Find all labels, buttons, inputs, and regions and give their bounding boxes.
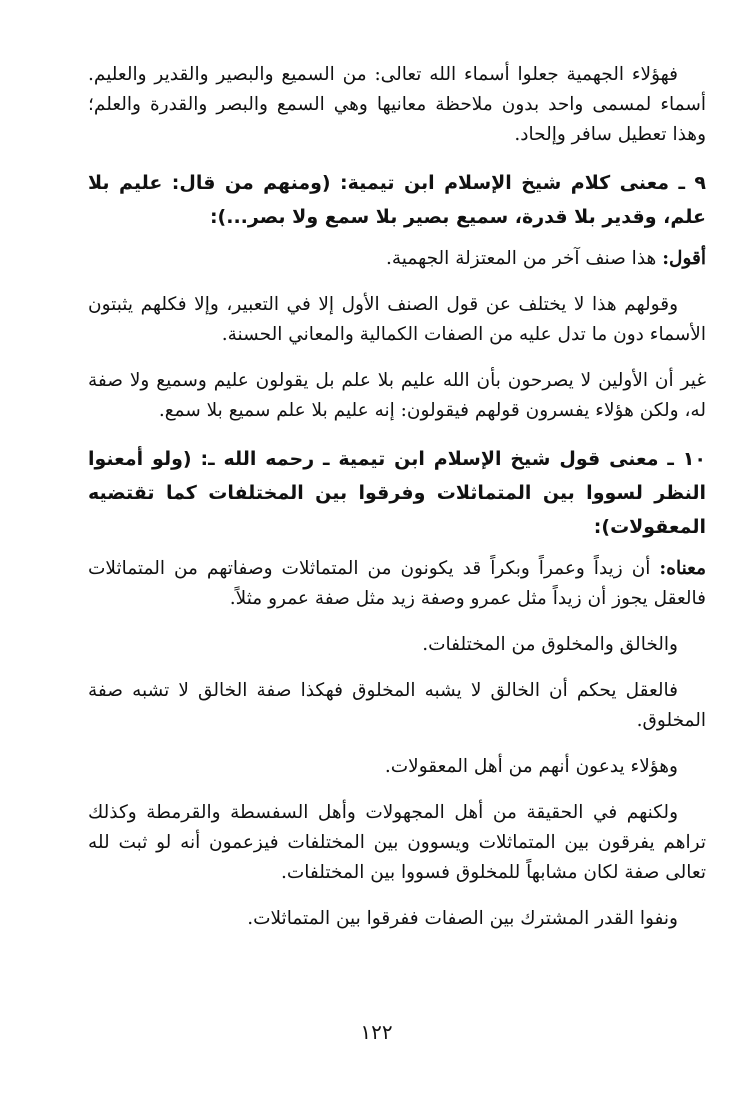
section-heading-10: ١٠ ـ معنى قول شيخ الإسلام ابن تيمية ـ رحمه الله ـ: (ولو أمعنوا النظر لسووا بين المتماثلات وفرقوا بين المختلفات كما تقتضيه المعقولات): [88, 448, 706, 538]
paragraph-maanahu [88, 554, 706, 614]
page-body [88, 60, 706, 950]
paragraph-label: أقول: [662, 248, 706, 269]
paragraph-common-measure: ونفوا القدر المشترك بين الصفات ففرقوا بين المتماثلات. [247, 908, 678, 929]
paragraph-they-claim: وهؤلاء يدعون أنهم من أهل المعقولات. [384, 756, 678, 777]
page-number: ١٢٢ [360, 1020, 393, 1044]
paragraph-text: هذا صنف آخر من المعتزلة الجهمية. [386, 248, 663, 269]
paragraph-creator-created: والخالق والمخلوق من المختلفات. [422, 634, 678, 655]
paragraph-text: أن زيداً وعمراً وبكراً قد يكونون من المتماثلات وصفاتهم من المتماثلات فالعقل يجوز أن زيداً مثل عمرو وصفة زيد مثل صفة عمرو مثلاً. [88, 558, 706, 609]
paragraph-reason-judges: فالعقل يحكم أن الخالق لا يشبه المخلوق فهكذا صفة الخالق لا تشبه صفة المخلوق. [88, 680, 706, 731]
paragraph-difference-in-wording: وقولهم هذا لا يختلف عن قول الصنف الأول إلا في التعبير، وإلا فكلهم يثبتون الأسماء دون ما تدل عليه من الصفات الكمالية والمعاني الحسنة. [88, 294, 706, 345]
paragraph-in-reality: ولكنهم في الحقيقة من أهل المجهولات وأهل السفسطة والقرمطة وكذلك تراهم يفرقون بين المتماثلات ويسوون بين المختلفات فيزعمون أنه لو ثبت لله تعالى صفة لكان مشابهاً للمخلوق فسووا بين المختلفات. [88, 802, 706, 883]
paragraph-aqul [88, 244, 706, 274]
paragraph-label: معناه: [659, 558, 706, 579]
paragraph-jahmiyya-names: فهؤلاء الجهمية جعلوا أسماء الله تعالى: من السميع والبصير والقدير والعليم. أسماء لمسمى واحد بدون ملاحظة معانيها وهي السمع والبصر والقدرة والعلم؛ وهذا تعطيل سافر وإلحاد. [88, 64, 706, 145]
paragraph-first-group: غير أن الأولين لا يصرحون بأن الله عليم بلا علم بل يقولون عليم وسميع ولا صفة له، ولكن هؤلاء يفسرون قولهم فيقولون: إنه عليم بلا علم سميع بلا سمع. [88, 370, 706, 421]
section-heading-9: ٩ ـ معنى كلام شيخ الإسلام ابن تيمية: (ومنهم من قال: عليم بلا علم، وقدير بلا قدرة، سميع بصير بلا سمع ولا بصر...): [88, 172, 706, 228]
